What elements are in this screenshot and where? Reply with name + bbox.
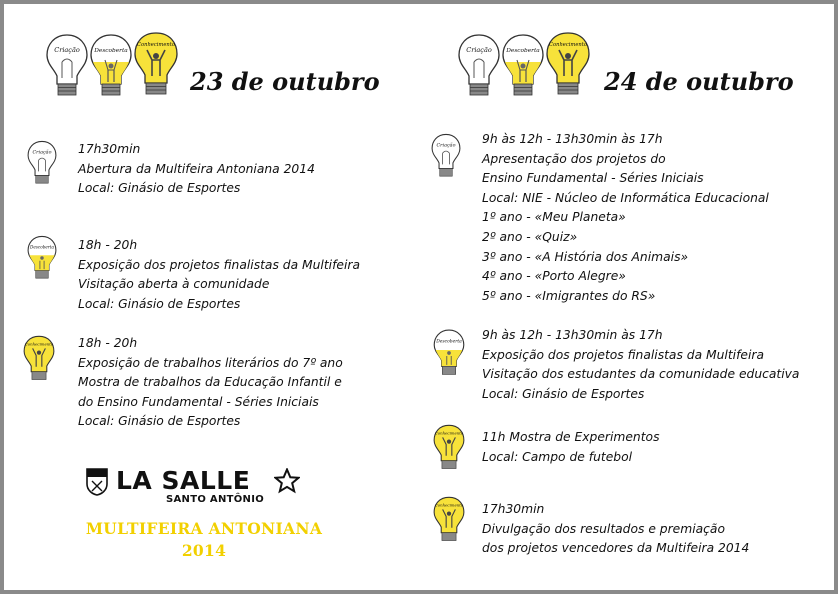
schedule-entry [78, 334, 343, 432]
bulb-label: Conhecimento [137, 42, 175, 48]
entry-time: 18h - 20h [78, 238, 138, 252]
entry-line: 2º ano - «Quiz» [482, 229, 578, 244]
entry-line: Ensino Fundamental - Séries Iniciais [482, 171, 704, 186]
lightbulb-icon [432, 494, 466, 546]
bulb-label: Descoberta [436, 339, 462, 345]
lightbulb-descoberta-graphic [88, 32, 134, 100]
day-title: 23 de outubro [190, 67, 380, 96]
entry-line: Exposição dos projetos finalistas da Multifeira [78, 257, 360, 272]
lightbulb-conhecimento-graphic [432, 494, 466, 546]
lightbulb-conhecimento-graphic [22, 332, 56, 386]
lightbulb-conhecimento-graphic [132, 30, 180, 100]
lightbulb-descoberta-graphic [26, 232, 58, 284]
lightbulb-descoberta-graphic [500, 32, 546, 100]
entry-line: Exposição dos projetos finalistas da Multifeira [482, 347, 764, 362]
bulb-label: Conhecimento [24, 341, 54, 347]
lightbulb-conhecimento-graphic [432, 422, 466, 474]
bulb-label: Descoberta [506, 48, 540, 54]
entry-line: Mostra de trabalhos da Educação Infantil e [78, 375, 342, 390]
bulb-label: Criação [32, 149, 52, 156]
lightbulb-icon [26, 137, 58, 189]
day-title: 24 de outubro [604, 67, 794, 96]
bulb-label: Descoberta [94, 48, 128, 54]
entry-location: Local: Ginásio de Esportes [78, 181, 241, 196]
entry-line: Visitação aberta à comunidade [78, 277, 270, 292]
lightbulb-icon [500, 32, 546, 100]
lightbulb-icon [44, 32, 90, 100]
lightbulb-descoberta-graphic [432, 326, 466, 380]
entry-location: Local: Ginásio de Esportes [482, 386, 645, 401]
lightbulb-icon [544, 30, 592, 100]
schedule-entry [482, 326, 799, 404]
event-year: 2014 [181, 541, 227, 560]
star-icon [274, 468, 300, 494]
bulb-label: Conhecimento [549, 42, 587, 48]
lightbulb-icon [88, 32, 134, 100]
event-title [64, 518, 344, 562]
bulb-label: Descoberta [29, 244, 55, 250]
entry-line: 4º ano - «Porto Alegre» [482, 269, 626, 284]
bulb-label: Criação [436, 142, 456, 149]
entry-location: Local: Campo de futebol [482, 449, 633, 464]
entry-location: Local: Ginásio de Esportes [78, 296, 241, 311]
entry-line: do Ensino Fundamental - Séries Iniciais [78, 394, 319, 409]
logo-subtitle: SANTO ANTÔNIO [166, 494, 265, 505]
bulb-label: Criação [466, 46, 492, 54]
lightbulb-criacao-graphic [44, 32, 90, 100]
lightbulb-icon [432, 326, 466, 380]
lightbulb-conhecimento-graphic [544, 30, 592, 100]
schedule-entry [482, 500, 749, 559]
lightbulb-icon [430, 130, 462, 182]
entry-line: Exposição de trabalhos literários do 7º ano [78, 355, 343, 370]
schedule-entry [78, 140, 315, 199]
entry-time: 9h às 12h - 13h30min às 17h [482, 132, 663, 146]
lightbulb-criacao-graphic [26, 137, 58, 189]
entry-time: 17h30min [78, 142, 141, 156]
schedule-entry [482, 428, 659, 467]
lightbulb-icon [132, 30, 180, 100]
lightbulb-icon [432, 422, 466, 474]
event-title-line: MULTIFEIRA ANTONIANA [85, 519, 323, 538]
lightbulb-criacao-graphic [456, 32, 502, 100]
la-salle-logo [86, 466, 316, 516]
entry-line: Visitação dos estudantes da comunidade educativa [482, 367, 800, 382]
schedule-entry [482, 130, 769, 306]
schedule-entry [78, 236, 360, 314]
entry-line: 5º ano - «Imigrantes do RS» [482, 288, 656, 303]
entry-line: 3º ano - «A História dos Animais» [482, 249, 689, 264]
bulb-label: Conhecimento [434, 502, 464, 508]
entry-line: 1º ano - «Meu Planeta» [482, 210, 626, 225]
entry-line: 11h Mostra de Experimentos [482, 430, 660, 444]
entry-time: 17h30min [482, 502, 545, 516]
bulb-label: Conhecimento [434, 430, 464, 436]
entry-location: Local: Ginásio de Esportes [78, 414, 241, 429]
lightbulb-icon [22, 332, 56, 386]
entry-line: Divulgação dos resultados e premiação [482, 521, 725, 536]
entry-time: 9h às 12h - 13h30min às 17h [482, 328, 663, 342]
entry-line: Apresentação dos projetos do [482, 151, 666, 166]
bulb-label: Criação [54, 46, 80, 54]
entry-line: dos projetos vencedores da Multifeira 2014 [482, 541, 750, 556]
lightbulb-icon [26, 232, 58, 284]
entry-time: 18h - 20h [78, 336, 138, 350]
lightbulb-criacao-graphic [430, 130, 462, 182]
lightbulb-icon [456, 32, 502, 100]
logo-name: LA SALLE [116, 466, 251, 495]
shield-icon [86, 468, 108, 496]
entry-location: Local: NIE - Núcleo de Informática Educacional [482, 190, 769, 205]
entry-line: Abertura da Multifeira Antoniana 2014 [78, 161, 315, 176]
